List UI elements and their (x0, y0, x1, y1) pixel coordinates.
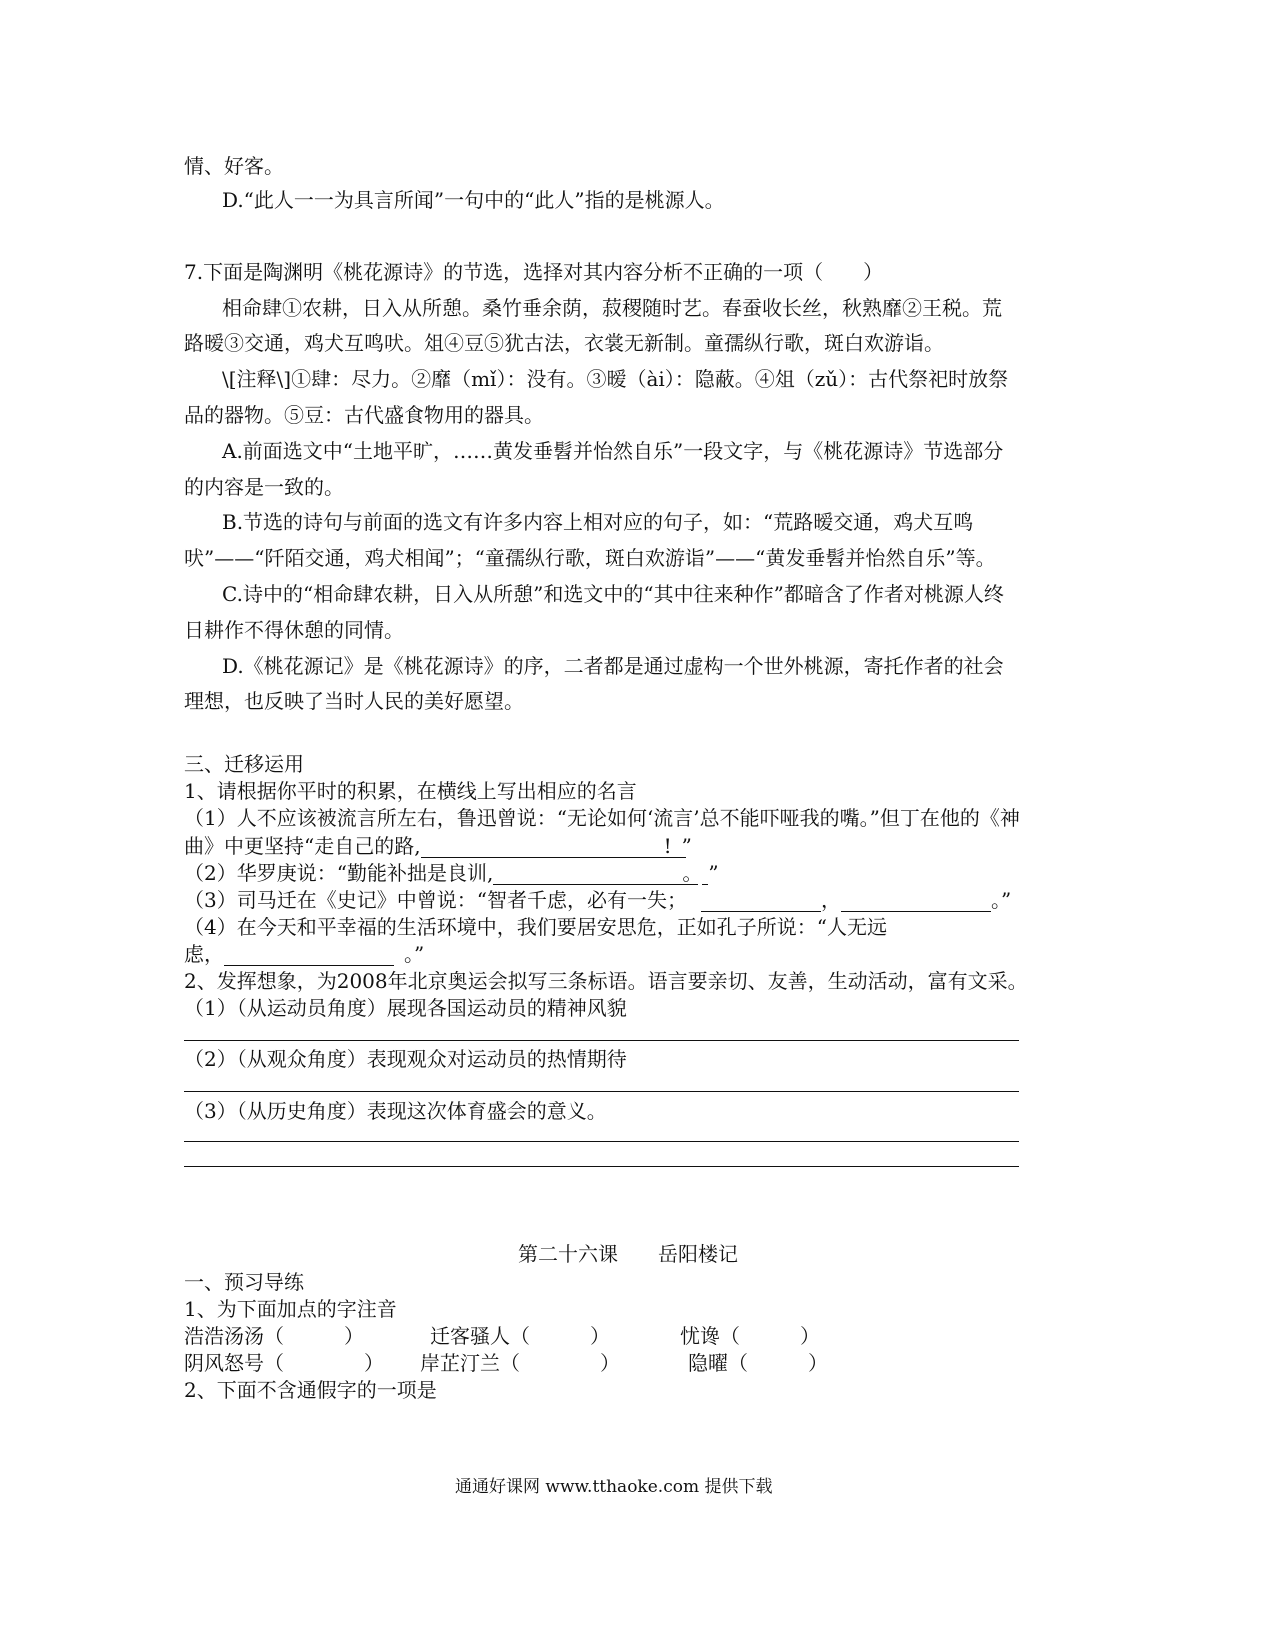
question-2: 2、下面不含通假字的一项是 (184, 1378, 437, 1402)
annotation-line: \[注释\]①肆：尽力。②靡（mǐ）：没有。③暧（ài）：隐蔽。④俎（zǔ）：古代祭祀时放祭 (222, 367, 1009, 391)
prompt-text: 虑， (184, 942, 224, 966)
answer-blank[interactable] (224, 943, 394, 966)
answer-blank[interactable] (701, 889, 821, 912)
question-1-2 (184, 861, 719, 885)
question-1-1-cont (184, 834, 692, 858)
question-2-2: （2）（从观众角度）表现观众对运动员的热情期待 (184, 1047, 627, 1071)
option-d-cont: 理想，也反映了当时人民的美好愿望。 (184, 689, 524, 713)
lesson-title: 第二十六课 岳阳楼记 (518, 1242, 738, 1266)
comma-mark: ， (820, 888, 841, 912)
answer-line[interactable] (184, 1166, 1019, 1167)
footer-text: 通通好课网 www.tthaoke.com 提供下载 (455, 1477, 773, 1497)
closing-quote: ” (708, 861, 719, 885)
question-1-3 (184, 888, 1011, 912)
option-b: B.节选的诗句与前面的选文有许多内容上相对应的句子，如：“荒路暧交通，鸡犬互鸣 (222, 510, 974, 534)
question-2-1: （1）（从运动员角度）展现各国运动员的精神风貌 (184, 996, 627, 1020)
answer-blank-end (672, 835, 682, 858)
pinyin-item: 隐曜（ ） (688, 1351, 828, 1375)
option-d: D.《桃花源记》是《桃花源诗》的序，二者都是通过虚构一个世外桃源，寄托作者的社会 (222, 654, 1004, 678)
question-1: 1、为下面加点的字注音 (184, 1297, 397, 1321)
prompt-text: 曲》中更坚持“走自己的路, (184, 834, 421, 858)
section-title: 三、迁移运用 (184, 752, 304, 776)
question-2: 2、发挥想象，为2008年北京奥运会拟写三条标语。语言要亲切、友善，生动活动，富有文采。 (184, 969, 1028, 993)
closing-quote: ” (681, 834, 692, 858)
question-7-stem: 7.下面是陶渊明《桃花源诗》的节选，选择对其内容分析不正确的一项（ ） (184, 260, 884, 284)
prompt-text: （2）华罗庚说：“勤能补拙是良训, (184, 861, 494, 885)
text-line: 情、好客。 (184, 154, 284, 178)
answer-blank[interactable] (841, 889, 991, 912)
section-title: 一、预习导练 (184, 1270, 304, 1294)
question-1-4: （4）在今天和平幸福的生活环境中，我们要居安思危，正如孔子所说：“人无远 (184, 915, 887, 939)
closing-quote: 。” (990, 888, 1012, 912)
annotation-line: 品的器物。⑤豆：古代盛食物用的器具。 (184, 403, 544, 427)
option-d: D.“此人一一为具言所闻”一句中的“此人”指的是桃源人。 (222, 188, 725, 212)
question-2-3: （3）（从历史角度）表现这次体育盛会的意义。 (184, 1099, 607, 1123)
answer-line[interactable] (184, 1091, 1019, 1092)
poem-line: 相命肆①农耕，日入从所憩。桑竹垂余荫，菽稷随时艺。春蚕收长丝，秋熟靡②王税。荒 (222, 296, 1002, 320)
pinyin-item: 阴风怒号（ ） (184, 1351, 384, 1375)
option-c: C.诗中的“相命肆农耕，日入从所憩”和选文中的“其中往来种作”都暗含了作者对桃源人终 (222, 582, 1004, 606)
question-1-4-cont (184, 942, 424, 966)
option-b-cont: 吠”——“阡陌交通，鸡犬相闻”；“童孺纵行歌，斑白欢游诣”——“黄发垂髫并怡然自乐”等。 (184, 546, 996, 570)
pinyin-item: 岸芷汀兰（ ） (420, 1351, 620, 1375)
answer-blank[interactable] (421, 835, 686, 858)
option-a-cont: 的内容是一致的。 (184, 475, 344, 499)
answer-blank[interactable] (493, 862, 698, 885)
question-1-1: （1）人不应该被流言所左右，鲁迅曾说：“无论如何‘流言’总不能吓哑我的嘴。”但丁在他的《神 (184, 806, 1020, 830)
question-1: 1、请根据你平时的积累，在横线上写出相应的名言 (184, 779, 637, 803)
pinyin-item: 忧谗（ ） (680, 1324, 820, 1348)
answer-line[interactable] (184, 1040, 1019, 1041)
answer-line[interactable] (184, 1141, 1019, 1142)
prompt-text: （3）司马迁在《史记》中曾说：“智者千虑，必有一失； (184, 888, 687, 912)
pinyin-item: 迁客骚人（ ） (430, 1324, 610, 1348)
option-a: A.前面选文中“土地平旷，……黄发垂髫并怡然自乐”一段文字，与《桃花源诗》节选部分 (222, 439, 1004, 463)
closing-quote: 。” (404, 942, 425, 966)
exclamation-mark: ! (663, 834, 672, 858)
pinyin-item: 浩浩汤汤（ ） (184, 1324, 364, 1348)
period-mark: 。 (682, 861, 703, 885)
option-c-cont: 日耕作不得休憩的同情。 (184, 618, 404, 642)
poem-line: 路暧③交通，鸡犬互鸣吠。俎④豆⑤犹古法，衣裳无新制。童孺纵行歌，斑白欢游诣。 (184, 331, 944, 355)
